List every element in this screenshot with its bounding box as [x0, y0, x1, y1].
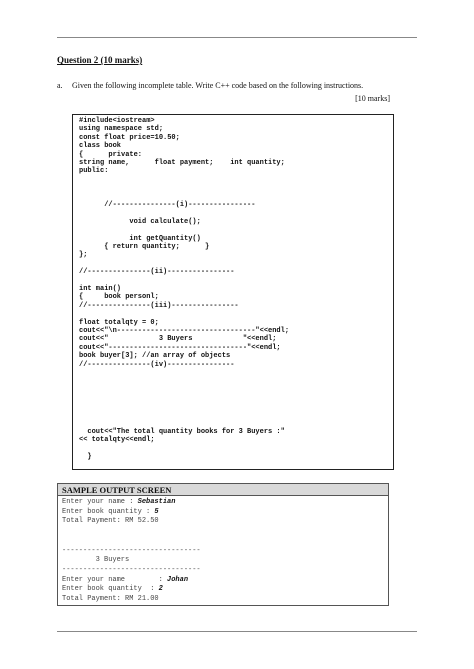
code-line: class book [79, 142, 122, 151]
code-line: int main() [79, 285, 122, 293]
bottom-rule [57, 631, 417, 632]
code-line: //---------------(i)---------------- [79, 201, 256, 209]
sample-output-value: 2 [158, 585, 163, 594]
code-line: float totalqty = 0; [79, 318, 159, 327]
code-line: #include<iostream> [79, 117, 155, 125]
sample-output-line [62, 566, 201, 574]
sample-output-line [62, 595, 159, 603]
code-line: //---------------(ii)---------------- [79, 268, 235, 277]
sample-output-line [62, 498, 175, 506]
code-line: }; [79, 251, 88, 260]
sample-output-label: Enter your name : [62, 575, 168, 584]
code-line: cout<<"The total quantity books for 3 Buyers :" [79, 427, 285, 436]
top-rule [57, 37, 417, 38]
code-line: void calculate(); [79, 217, 201, 226]
code-line: const float price=10.50; [79, 133, 180, 142]
code-line: book buyer[3]; //an array of objects [79, 352, 231, 361]
sample-output-line [62, 517, 159, 525]
sample-output-value: Sebastian [137, 498, 176, 506]
code-line: string name, float payment; int quantity; [79, 159, 285, 167]
code-line: public: [79, 167, 109, 176]
sample-output-box [57, 483, 389, 606]
sample-output-line [62, 585, 163, 593]
question-heading: Question 2 (10 marks) [57, 55, 143, 65]
code-line: } [79, 453, 92, 461]
sample-output-line [62, 556, 129, 564]
sample-output-header [58, 484, 388, 496]
question-marks: [10 marks] [355, 94, 390, 103]
sample-output-value: Johan [167, 575, 189, 584]
code-line: cout<<" 3 Buyers "<<endl; [79, 335, 277, 344]
sample-output-line [62, 508, 159, 516]
sample-output-label: 3 Buyers [62, 556, 130, 565]
code-line: //---------------(iv)---------------- [79, 360, 235, 369]
sample-output-value: 5 [154, 507, 159, 516]
sample-output-label: Enter book quantity : [62, 507, 155, 516]
sample-output-label: Enter your name : [62, 498, 138, 506]
code-line: //---------------(iii)---------------- [79, 301, 239, 310]
question-instructions: Given the following incomplete table. Write C++ code based on the following instructions. [72, 81, 364, 90]
code-line: int getQuantity() [79, 234, 201, 243]
code-line: { private: [79, 150, 143, 159]
code-line: { return quantity; } [79, 243, 210, 251]
sample-output-label: --------------------------------- [62, 546, 201, 555]
sample-output-line [62, 547, 201, 555]
sample-output-label: Enter book quantity : [62, 585, 159, 594]
code-line: cout<<"---------------------------------"<<endl; [79, 343, 281, 352]
sample-output-label: Total Payment: RM 21.00 [62, 595, 159, 603]
sample-output-line [62, 576, 188, 584]
code-line: cout<<"\n---------------------------------"<<endl; [79, 327, 290, 335]
sample-output-title: SAMPLE OUTPUT SCREEN [62, 485, 172, 495]
question-part-marker: a. [57, 81, 63, 90]
sample-output-label: Total Payment: RM 52.50 [62, 517, 159, 526]
code-line: using namespace std; [79, 125, 164, 134]
sample-output-label: --------------------------------- [62, 565, 201, 574]
code-line: { book personl; [79, 293, 159, 302]
code-line: << totalqty<<endl; [79, 436, 155, 445]
